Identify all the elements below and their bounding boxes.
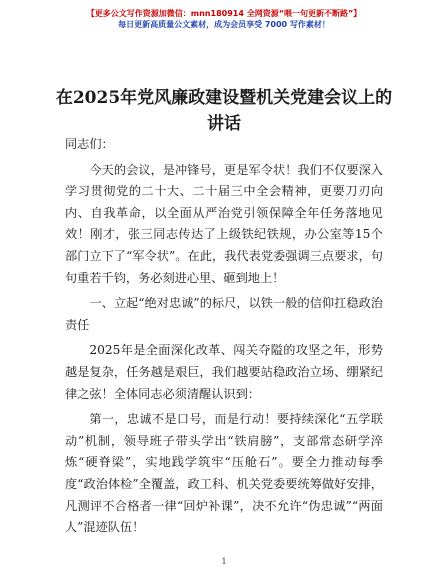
document-title: 在2025年党风廉政建设暨机关党建会议上的讲话 — [55, 88, 393, 134]
banner-subtitle-line: 每日更新高质量公文素材，成为会员享受 7000 写作素材！ — [118, 20, 330, 29]
section-heading: 一、立起“绝对忠诚”的标尺，以铁一般的信仰扛稳政治责任 — [65, 296, 383, 332]
banner-promo-line: 【更多公文写作资源加微信：mnn180914 全网资源“喂一句更新不断路”】 — [86, 9, 362, 18]
page-number: 1 — [221, 557, 227, 566]
salutation: 同志们： — [65, 137, 114, 151]
paragraph-context: 2025年是全面深化改革、闯关夺隘的攻坚之年，形势越是复杂，任务越是艰巨，我们越要站稳政治立场、绷紧纪律之弦！全体同志必须清醒认识到： — [65, 343, 383, 401]
paragraph-point-one: 第一，忠诚不是口号，而是行动！要持续深化“五学联动”机制，领导班子带头学出“铁肩膀”，支部常态研学淬炼“硬脊梁”，实地践学筑牢“压舱石”。要全力推动每季度“政治体检”全覆盖，政工科、机关党委要统筹做好安排，凡测评不合格者一律“回炉补课”，决不允许“伪忠诚”“两面人”混迹队伍！ — [65, 412, 383, 535]
document-body — [65, 134, 383, 543]
paragraph-opening: 今天的会议，是冲锋号，更是军令状！我们不仅要深入学习贯彻党的二十大、二十届三中全会精神，更要刀刃向内、自我革命，以全面从严治党引领保障全年任务落地见效！刚才，张三同志传达了上级铁纪铁规，办公室等15个部门立下了“军令状”。在此，我代表党委强调三点要求，句句重若千钧，务必刻进心里、砸到地上！ — [65, 162, 383, 285]
header-banner — [0, 8, 448, 30]
